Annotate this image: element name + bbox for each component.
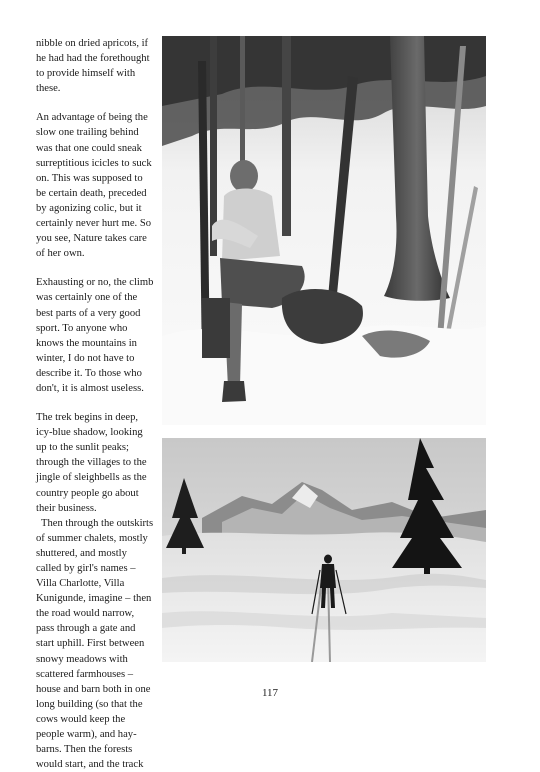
paragraph-1: nibble on dried apricots, if he had had the forethought to provide himself with these.	[36, 38, 150, 95]
photo-skier-resting-in-forest	[162, 36, 486, 425]
paragraph-3: Exhausting or no, the climb was certainly one of the best parts of a very good sport. To anyone who knows the mountains in winter, I do not have to describe it. To those who don't, it is almost useless.	[36, 277, 154, 394]
paragraph-4: The trek begins in deep, icy-blue shadow, looking up to the sunlit peaks; through the villages to the jingle of sleighbells as the country people go about their business.	[36, 412, 147, 514]
photo-skier-trek-snowfield	[162, 438, 486, 662]
paragraph-2: An advantage of being the slow one trailing behind was that one could sneak surreptitious icicles to suck on. This was supposed to be certain death, preceded by agonizing colic, but it certainly never hurt me. So you see, Nature takes care of her own.	[36, 112, 152, 260]
paragraph-5: Then through the outskirts of summer chalets, mostly shuttered, and mostly called by girl's names – Villa Charlotte, Villa Kunigunde, imagine – then the road would narrow, pass through a gate and start uphill. First between snowy meadows with scattered farmhouses – house and barn both in one long building (so that the cows would keep the people warm), and hay-barns. Then the forests would start, and the track	[36, 517, 154, 771]
body-text-column	[36, 36, 154, 772]
page-number: 117	[261, 687, 279, 699]
